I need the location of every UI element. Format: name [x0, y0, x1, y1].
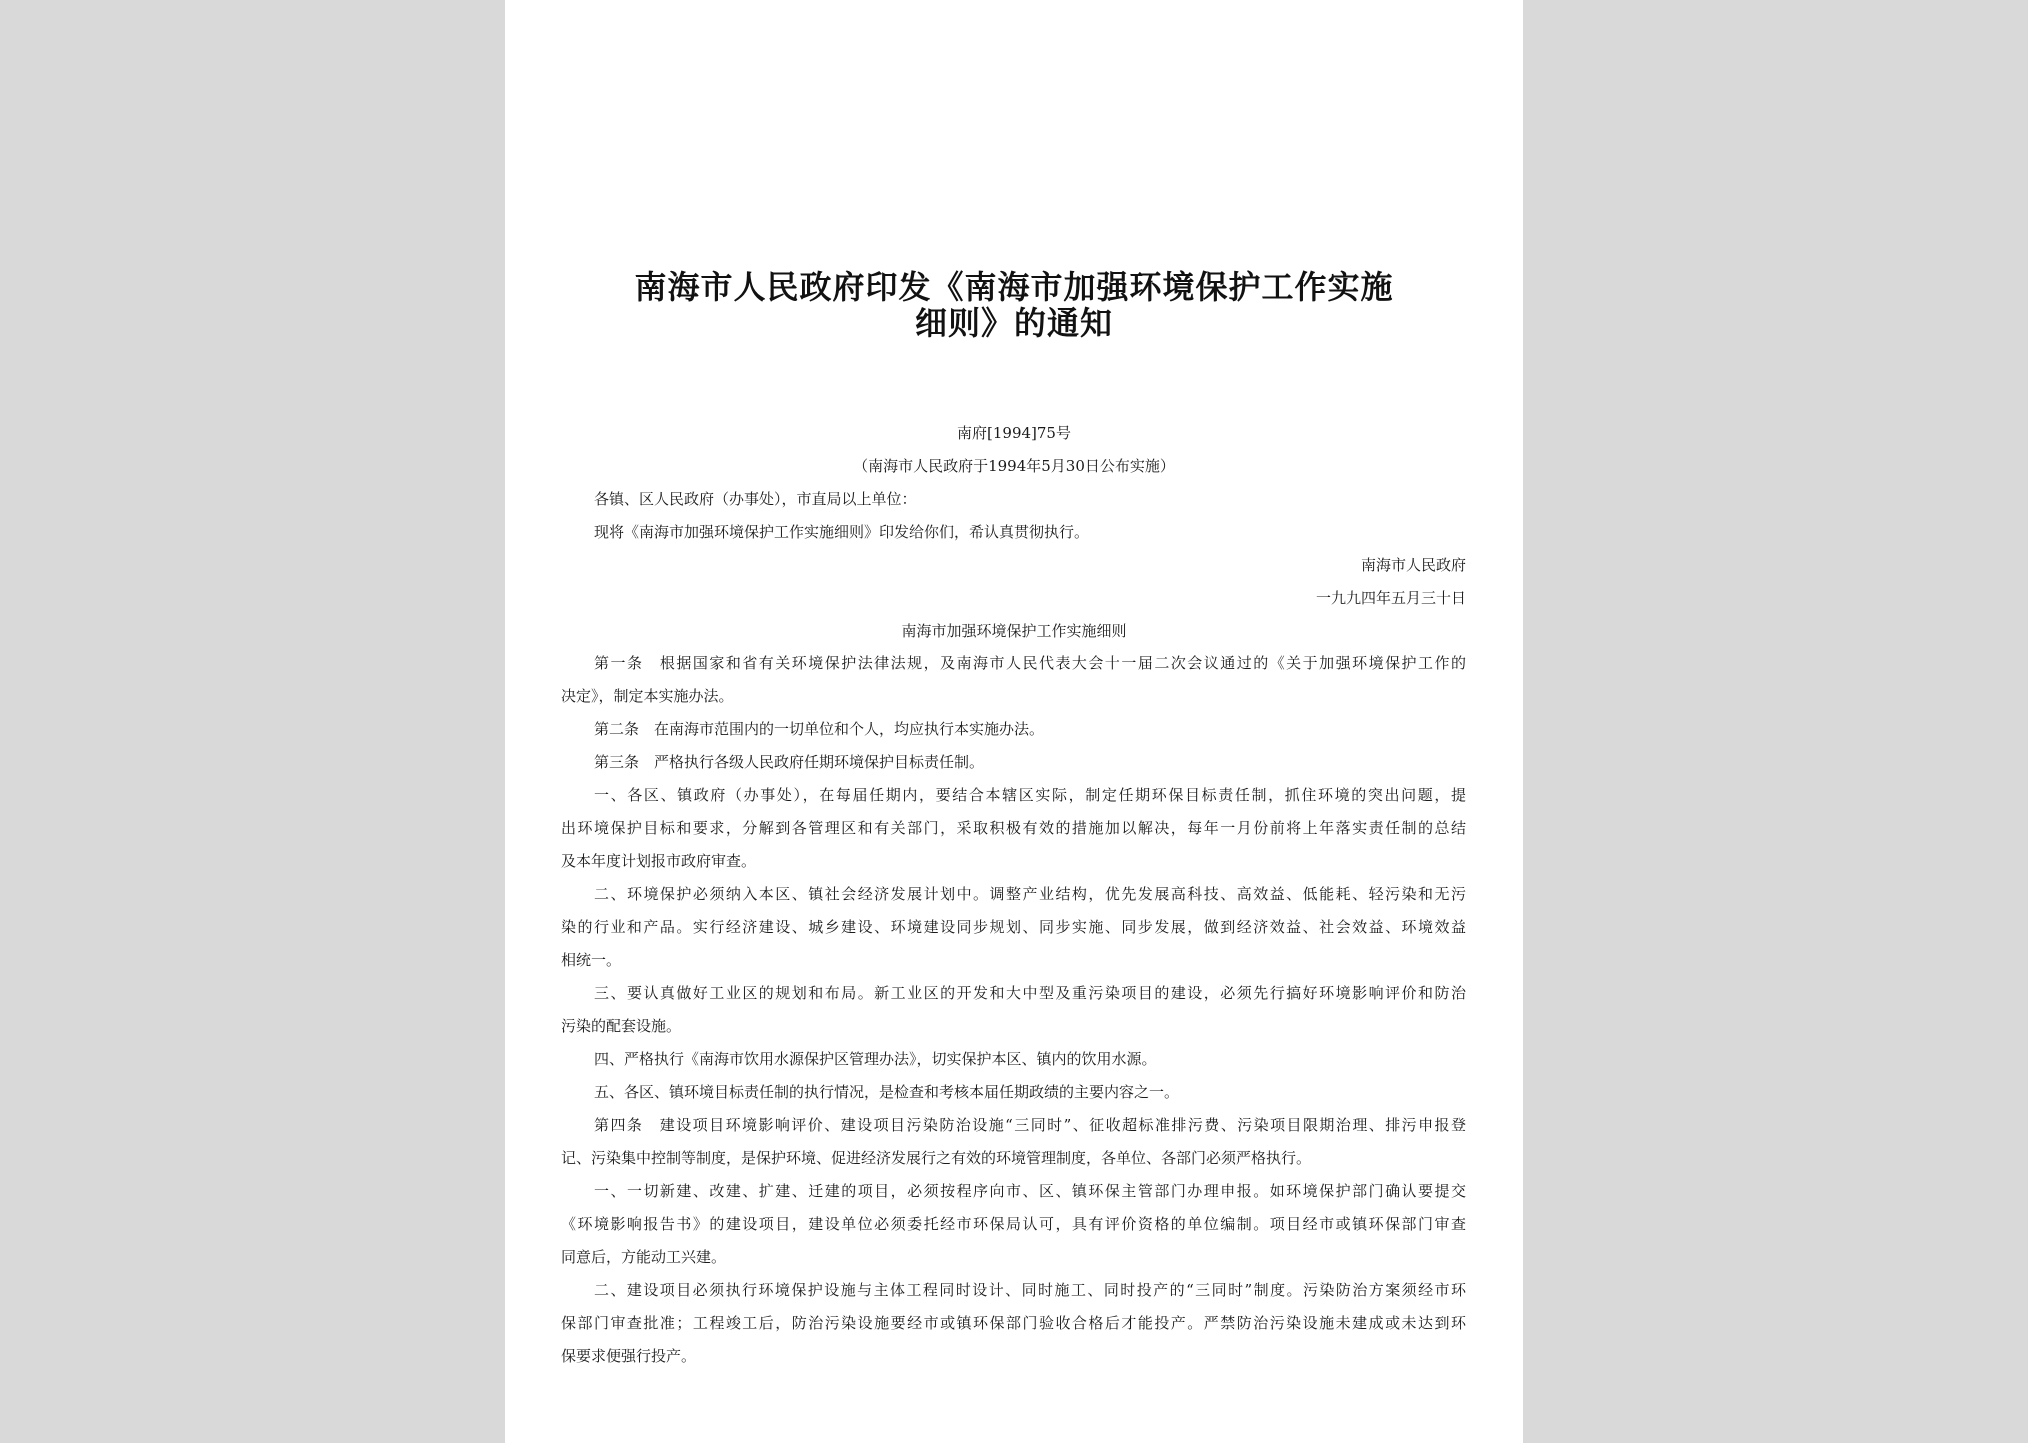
body-line: 保部门审查批准；工程竣工后，防治污染设施要经市或镇环保部门验收合格后才能投产。严禁防治污染设施未建成或未达到环	[561, 1314, 1466, 1332]
body-line: 第四条 建设项目环境影响评价、建设项目污染防治设施“三同时”、征收超标准排污费、污染项目限期治理、排污申报登	[594, 1116, 1466, 1134]
body-line: 及本年度计划报市政府审查。	[561, 852, 757, 870]
body-line: 三、要认真做好工业区的规划和布局。新工业区的开发和大中型及重污染项目的建设，必须先行搞好环境影响评价和防治	[594, 984, 1466, 1002]
body-line: 污染的配套设施。	[561, 1017, 682, 1035]
document-title-line-2: 细则》的通知	[914, 304, 1113, 342]
body-line: 一、各区、镇政府（办事处），在每届任期内，要结合本辖区实际，制定任期环保目标责任制，抓住环境的突出问题，提	[594, 786, 1466, 804]
body-line: 二、建设项目必须执行环境保护设施与主体工程同时设计、同时施工、同时投产的“三同时”制度。污染防治方案须经市环	[594, 1281, 1466, 1299]
body-line: 染的行业和产品。实行经济建设、城乡建设、环境建设同步规划、同步实施、同步发展，做到经济效益、社会效益、环境效益	[561, 918, 1466, 936]
body-line: 相统一。	[561, 951, 622, 969]
body-line: 第三条 严格执行各级人民政府任期环境保护目标责任制。	[594, 753, 985, 771]
body-line: 记、污染集中控制等制度，是保护环境、促进经济发展行之有效的环境管理制度，各单位、各部门必须严格执行。	[561, 1149, 1312, 1167]
document-number: 南府[1994]75号	[957, 424, 1071, 442]
document-title-line-1: 南海市人民政府印发《南海市加强环境保护工作实施	[634, 268, 1394, 306]
body-line: 同意后，方能动工兴建。	[561, 1248, 727, 1266]
signature-date: 一九九四年五月三十日	[1315, 589, 1466, 607]
body-line: 保要求便强行投产。	[561, 1347, 697, 1365]
body-line: 五、各区、镇环境目标责任制的执行情况，是检查和考核本届任期政绩的主要内容之一。	[594, 1083, 1180, 1101]
body-line: 四、严格执行《南海市饮用水源保护区管理办法》，切实保护本区、镇内的饮用水源。	[594, 1050, 1157, 1068]
body-line: 二、环境保护必须纳入本区、镇社会经济发展计划中。调整产业结构，优先发展高科技、高效益、低能耗、轻污染和无污	[594, 885, 1466, 903]
body-line: 出环境保护目标和要求，分解到各管理区和有关部门，采取积极有效的措施加以解决，每年一月份前将上年落实责任制的总结	[561, 819, 1466, 837]
document-page	[505, 0, 1523, 1443]
body-line: 第一条 根据国家和省有关环境保护法律法规，及南海市人民代表大会十一届二次会议通过的《关于加强环境保护工作的	[594, 654, 1466, 672]
body-line: 决定》，制定本实施办法。	[561, 687, 734, 705]
body-line: 第二条 在南海市范围内的一切单位和个人，均应执行本实施办法。	[594, 720, 1045, 738]
signature-org: 南海市人民政府	[1360, 556, 1466, 574]
body-line: 一、一切新建、改建、扩建、迁建的项目，必须按程序向市、区、镇环保主管部门办理申报。如环境保护部门确认要提交	[594, 1182, 1466, 1200]
notice-text: 现将《南海市加强环境保护工作实施细则》印发给你们，希认真贯彻执行。	[594, 523, 1090, 541]
body-line: 《环境影响报告书》的建设项目，建设单位必须委托经市环保局认可，具有评价资格的单位编制。项目经市或镇环保部门审查	[561, 1215, 1466, 1233]
address-line: 各镇、区人民政府（办事处），市直局以上单位：	[594, 490, 917, 508]
publish-note: （南海市人民政府于1994年5月30日公布实施）	[853, 457, 1175, 475]
rules-subtitle: 南海市加强环境保护工作实施细则	[901, 622, 1127, 640]
